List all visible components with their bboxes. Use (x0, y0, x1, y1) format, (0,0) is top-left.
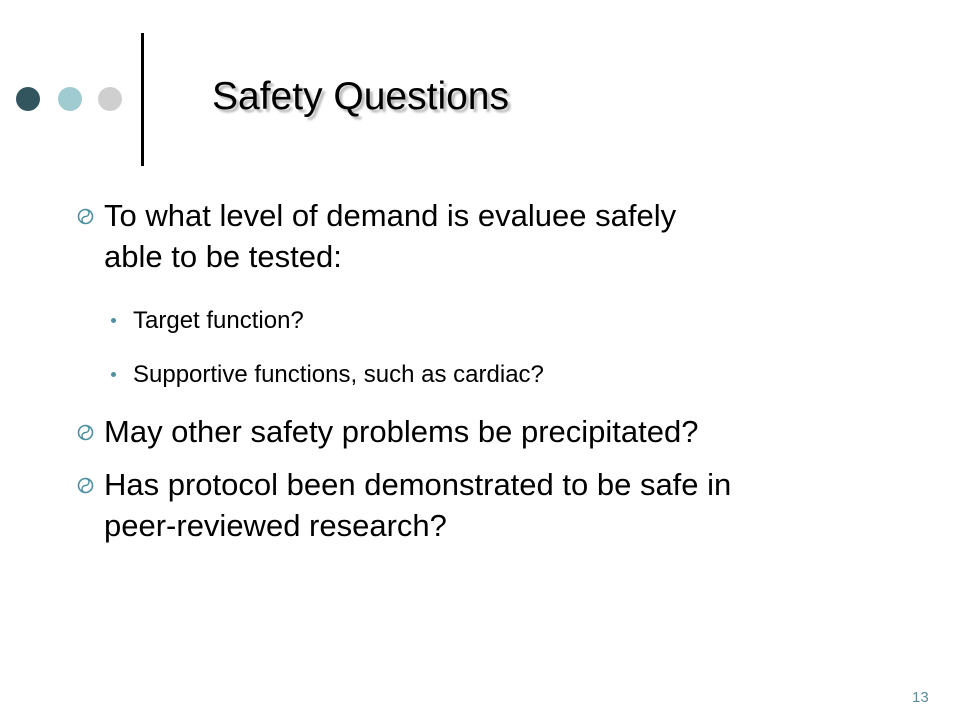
page-number: 13 (912, 689, 929, 706)
bullet-line: To what level of demand is evaluee safely (104, 198, 677, 233)
bullet-line: Has protocol been demonstrated to be safe in (104, 467, 732, 502)
oriental-bullet-icon (77, 424, 94, 441)
sub-bullet-item (133, 306, 304, 336)
bullet-line: able to be tested: (104, 239, 342, 274)
oriental-bullet-icon (77, 208, 94, 225)
sub-bullet-text: Target function? (133, 307, 304, 334)
small-dot-icon (111, 372, 116, 377)
bullet-line: May other safety problems be precipitated? (104, 414, 699, 449)
oriental-bullet-icon (77, 477, 94, 494)
slide-title: Safety Questions (212, 75, 509, 118)
sub-bullet-text: Supportive functions, such as cardiac? (133, 361, 544, 388)
small-dot-icon (111, 318, 116, 323)
bullet-line: peer-reviewed research? (104, 508, 447, 543)
bullet-item (104, 195, 676, 277)
bullet-item (104, 464, 731, 546)
bullet-item (104, 411, 698, 452)
sub-bullet-item (133, 360, 544, 390)
